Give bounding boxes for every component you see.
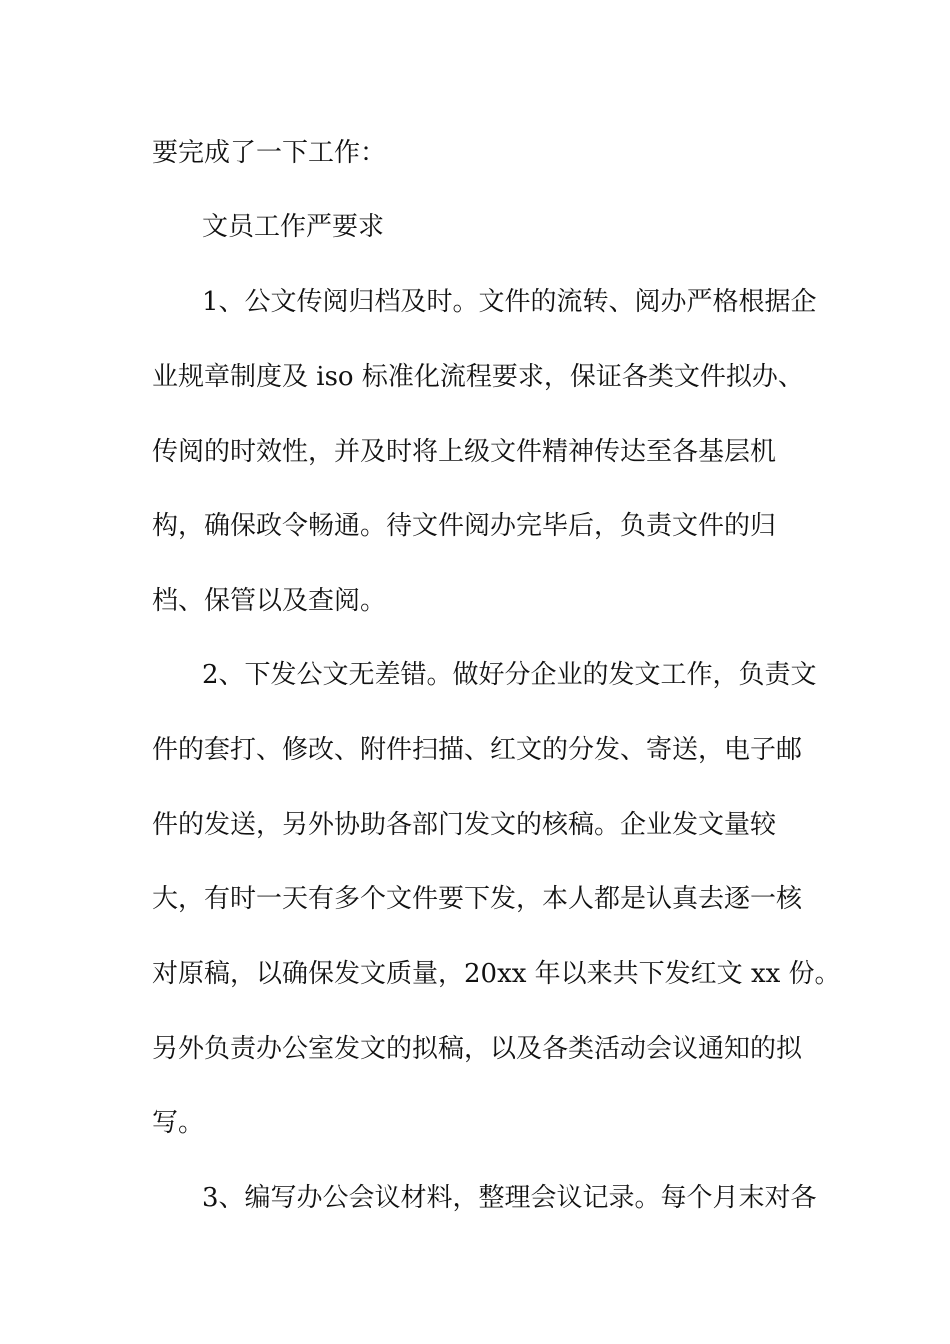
text-line-11: 大，有时一天有多个文件要下发，本人都是认真去逐一核	[152, 884, 803, 914]
text-line-8: 2、下发公文无差错。做好分企业的发文工作，负责文	[202, 660, 817, 690]
text-line-7: 档、保管以及查阅。	[152, 586, 387, 616]
text-line-12: 对原稿，以确保发文质量，20xx 年以来共下发红文 xx 份。	[152, 959, 841, 989]
text-line-9: 件的套打、修改、附件扫描、红文的分发、寄送，电子邮	[152, 735, 803, 765]
text-line-6: 构，确保政令畅通。待文件阅办完毕后，负责文件的归	[152, 511, 777, 541]
text-line-1: 要完成了一下工作：	[152, 138, 387, 168]
text-line-3: 1、公文传阅归档及时。文件的流转、阅办严格根据企	[202, 287, 817, 317]
text-line-4: 业规章制度及 iso 标准化流程要求，保证各类文件拟办、	[152, 362, 804, 392]
text-line-5: 传阅的时效性，并及时将上级文件精神传达至各基层机	[152, 437, 777, 467]
text-line-10: 件的发送，另外协助各部门发文的核稿。企业发文量较	[152, 810, 777, 840]
text-line-13: 另外负责办公室发文的拟稿，以及各类活动会议通知的拟	[152, 1034, 803, 1064]
text-line-15: 3、编写办公会议材料，整理会议记录。每个月末对各	[202, 1183, 817, 1213]
text-line-14: 写。	[152, 1108, 205, 1138]
section-heading: 文员工作严要求	[202, 212, 385, 242]
